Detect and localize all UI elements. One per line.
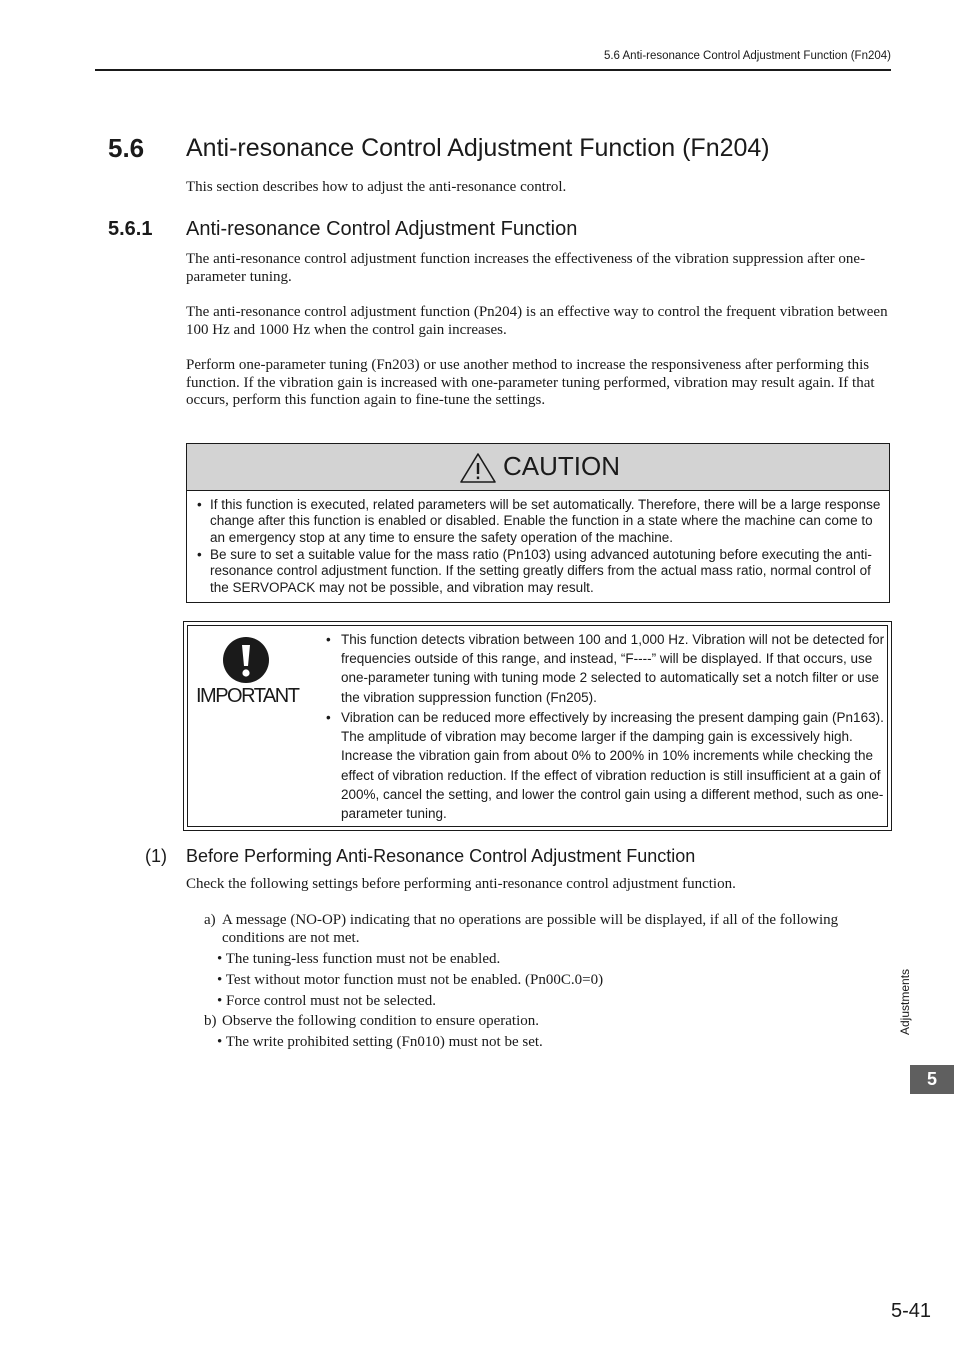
- step-intro: Check the following settings before performing anti-resonance control adjustment function.: [186, 876, 736, 892]
- list-bullet: • The tuning-less function must not be enabled.: [217, 951, 501, 967]
- paragraph: The anti-resonance control adjustment function (Pn204) is an effective way to control the frequent vibration between 100 Hz and 1000 Hz when the control gain increases.: [186, 304, 888, 338]
- bullet: •: [326, 710, 331, 725]
- list-label-a: a): [204, 912, 216, 928]
- important-label: IMPORTANT: [196, 685, 299, 707]
- list-bullet: • Force control must not be selected.: [217, 993, 436, 1009]
- caution-label: CAUTION: [503, 451, 620, 481]
- caution-box: [186, 443, 890, 603]
- step-number: (1): [145, 846, 167, 866]
- bullet: •: [197, 497, 202, 512]
- header-rule: [95, 69, 891, 71]
- important-box-inner: [187, 625, 888, 827]
- bullet: •: [326, 632, 331, 647]
- list-item-a: A message (NO-OP) indicating that no operations are possible will be displayed, if all of the following conditions are not met.: [222, 912, 839, 946]
- paragraph: The anti-resonance control adjustment function increases the effectiveness of the vibration suppression after one-parameter tuning.: [186, 251, 866, 285]
- caution-item: [197, 497, 882, 546]
- caution-header: [187, 444, 889, 491]
- subsection-number: 5.6.1: [108, 218, 153, 240]
- section-number: 5.6: [108, 133, 145, 163]
- list-label-b: b): [204, 1013, 217, 1029]
- caution-item-text: Be sure to set a suitable value for the mass ratio (Pn103) using advanced autotuning before executing the anti-resonance control adjustment function. If the setting greatly differs from the actual mass ratio, normal control of the SERVOPACK may not be possible, and vibration may result.: [210, 547, 872, 595]
- chapter-side-label: Adjustments: [898, 968, 912, 1035]
- list-bullet: • Test without motor function must not be enabled. (Pn00C.0=0): [217, 972, 604, 988]
- exclamation-icon: [222, 636, 270, 684]
- running-header: 5.6 Anti-resonance Control Adjustment Function (Fn204): [603, 50, 891, 62]
- step-title: Before Performing Anti-Resonance Control Adjustment Function: [186, 846, 696, 866]
- chapter-tab: 5: [910, 1065, 954, 1094]
- section-intro: This section describes how to adjust the anti-resonance control.: [186, 179, 567, 195]
- warning-triangle-icon: [459, 452, 497, 484]
- list-item-b: Observe the following condition to ensure operation.: [222, 1013, 540, 1029]
- caution-item-text: If this function is executed, related parameters will be set automatically. Therefore, there will be a large response change after this function is enabled or disabled. Enable the function in a state where the machine can come to an emergency stop at any time to ensure the safety operation of the machine.: [210, 497, 881, 545]
- bullet: •: [197, 547, 202, 562]
- important-item: [326, 708, 886, 823]
- important-item-text: Vibration can be reduced more effectively by increasing the present damping gain (Pn163). The amplitude of vibration may become larger if the damping gain is excessively high. Increase the vibration gain from about 0% to 200% in 10% increments while checking the effect of vibration reduction. If the effect of vibration reduction is still insufficient at a gain of 200%, cancel the setting, and lower the control gain using a different method, such as one-parameter tuning.: [341, 710, 884, 822]
- important-item-text: This function detects vibration between 100 and 1,000 Hz. Vibration will not be detected for frequencies outside of this range, and instead, “F----” will be displayed. If that occurs, use one-parameter tuning with tuning mode 2 selected to automatically set a notch filter or use the vibration suppression function (Fn205).: [341, 632, 885, 705]
- caution-item: [197, 547, 882, 596]
- list-bullet: • The write prohibited setting (Fn010) must not be set.: [217, 1034, 543, 1050]
- page-number: 5-41: [890, 1300, 931, 1322]
- section-title: Anti-resonance Control Adjustment Function (Fn204): [186, 134, 770, 162]
- subsection-title: Anti-resonance Control Adjustment Function: [186, 218, 578, 240]
- paragraph: Perform one-parameter tuning (Fn203) or use another method to increase the responsiveness after performing this function. If the vibration gain is increased with one-parameter tuning performed, vibration may result again. If that occurs, perform this function again to fine-tune the settings.: [186, 357, 875, 408]
- important-box: [183, 621, 892, 831]
- important-item: [326, 630, 886, 707]
